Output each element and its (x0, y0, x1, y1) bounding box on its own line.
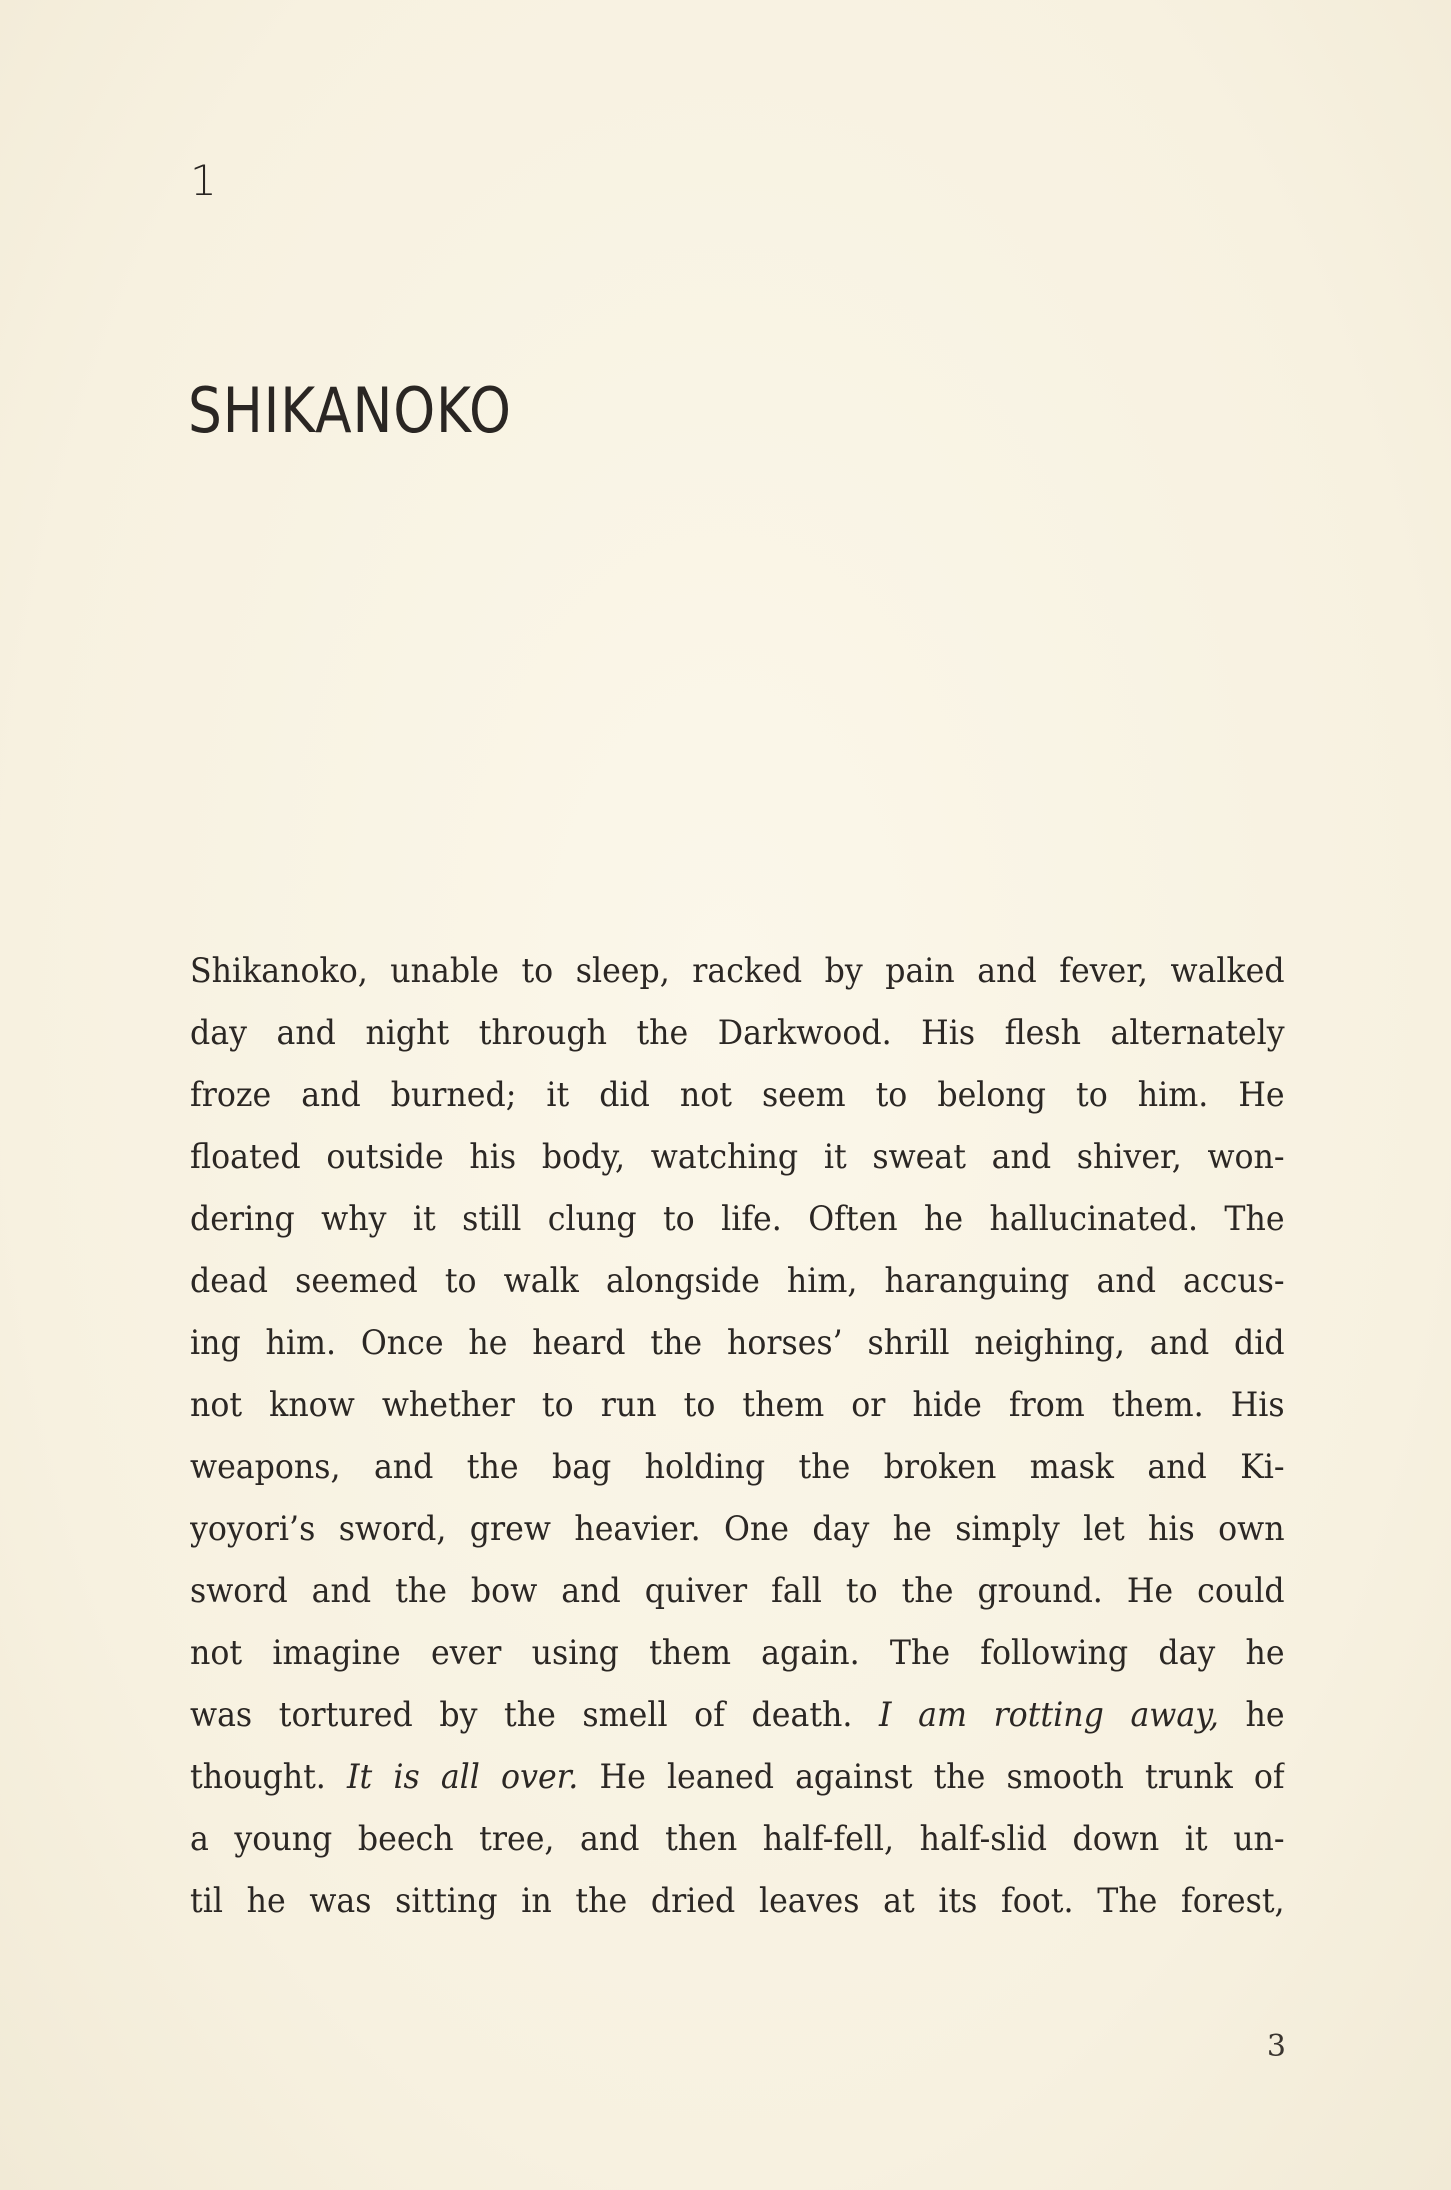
text-segment: he (1218, 1695, 1285, 1735)
page-number: 3 (1266, 2029, 1286, 2064)
text-line: Shikanoko, unable to sleep, racked by pain and fever, walked (190, 951, 1285, 991)
text-line: not know whether to run to them or hide from them. His (190, 1385, 1285, 1425)
text-line: ing him. Once he heard the horses’ shrill neighing, and did (190, 1323, 1285, 1363)
text-segment: was tortured by the smell of death. (190, 1695, 880, 1735)
text-line: dead seemed to walk alongside him, haranguing and accus- (190, 1261, 1285, 1301)
chapter-number: 1 (190, 156, 217, 205)
text-line: day and night through the Darkwood. His flesh alternately (190, 1013, 1285, 1053)
text-line: a young beech tree, and then half-fell, half-slid down it un- (190, 1819, 1285, 1859)
text-line: weapons, and the bag holding the broken mask and Ki- (190, 1447, 1285, 1487)
text-line-mixed (190, 1746, 1285, 1808)
text-line: froze and burned; it did not seem to belong to him. He (190, 1075, 1285, 1115)
italic-phrase: I am rotting away, (879, 1695, 1219, 1735)
text-line: yoyori’s sword, grew heavier. One day he simply let his own (190, 1509, 1285, 1549)
text-line: sword and the bow and quiver fall to the ground. He could (190, 1571, 1285, 1611)
text-segment: thought. (190, 1757, 347, 1797)
italic-phrase: It is all over. (346, 1757, 579, 1797)
text-line: til he was sitting in the dried leaves at its foot. The forest, (190, 1881, 1285, 1921)
text-line: dering why it still clung to life. Often he hallucinated. The (190, 1199, 1285, 1239)
body-paragraph (190, 940, 1285, 1932)
text-line: not imagine ever using them again. The following day he (190, 1633, 1285, 1673)
text-segment: He leaned against the smooth trunk of (578, 1757, 1285, 1797)
text-line: floated outside his body, watching it sweat and shiver, won- (190, 1137, 1285, 1177)
chapter-title: SHIKANOKO (188, 374, 512, 447)
text-line-mixed (190, 1684, 1285, 1746)
